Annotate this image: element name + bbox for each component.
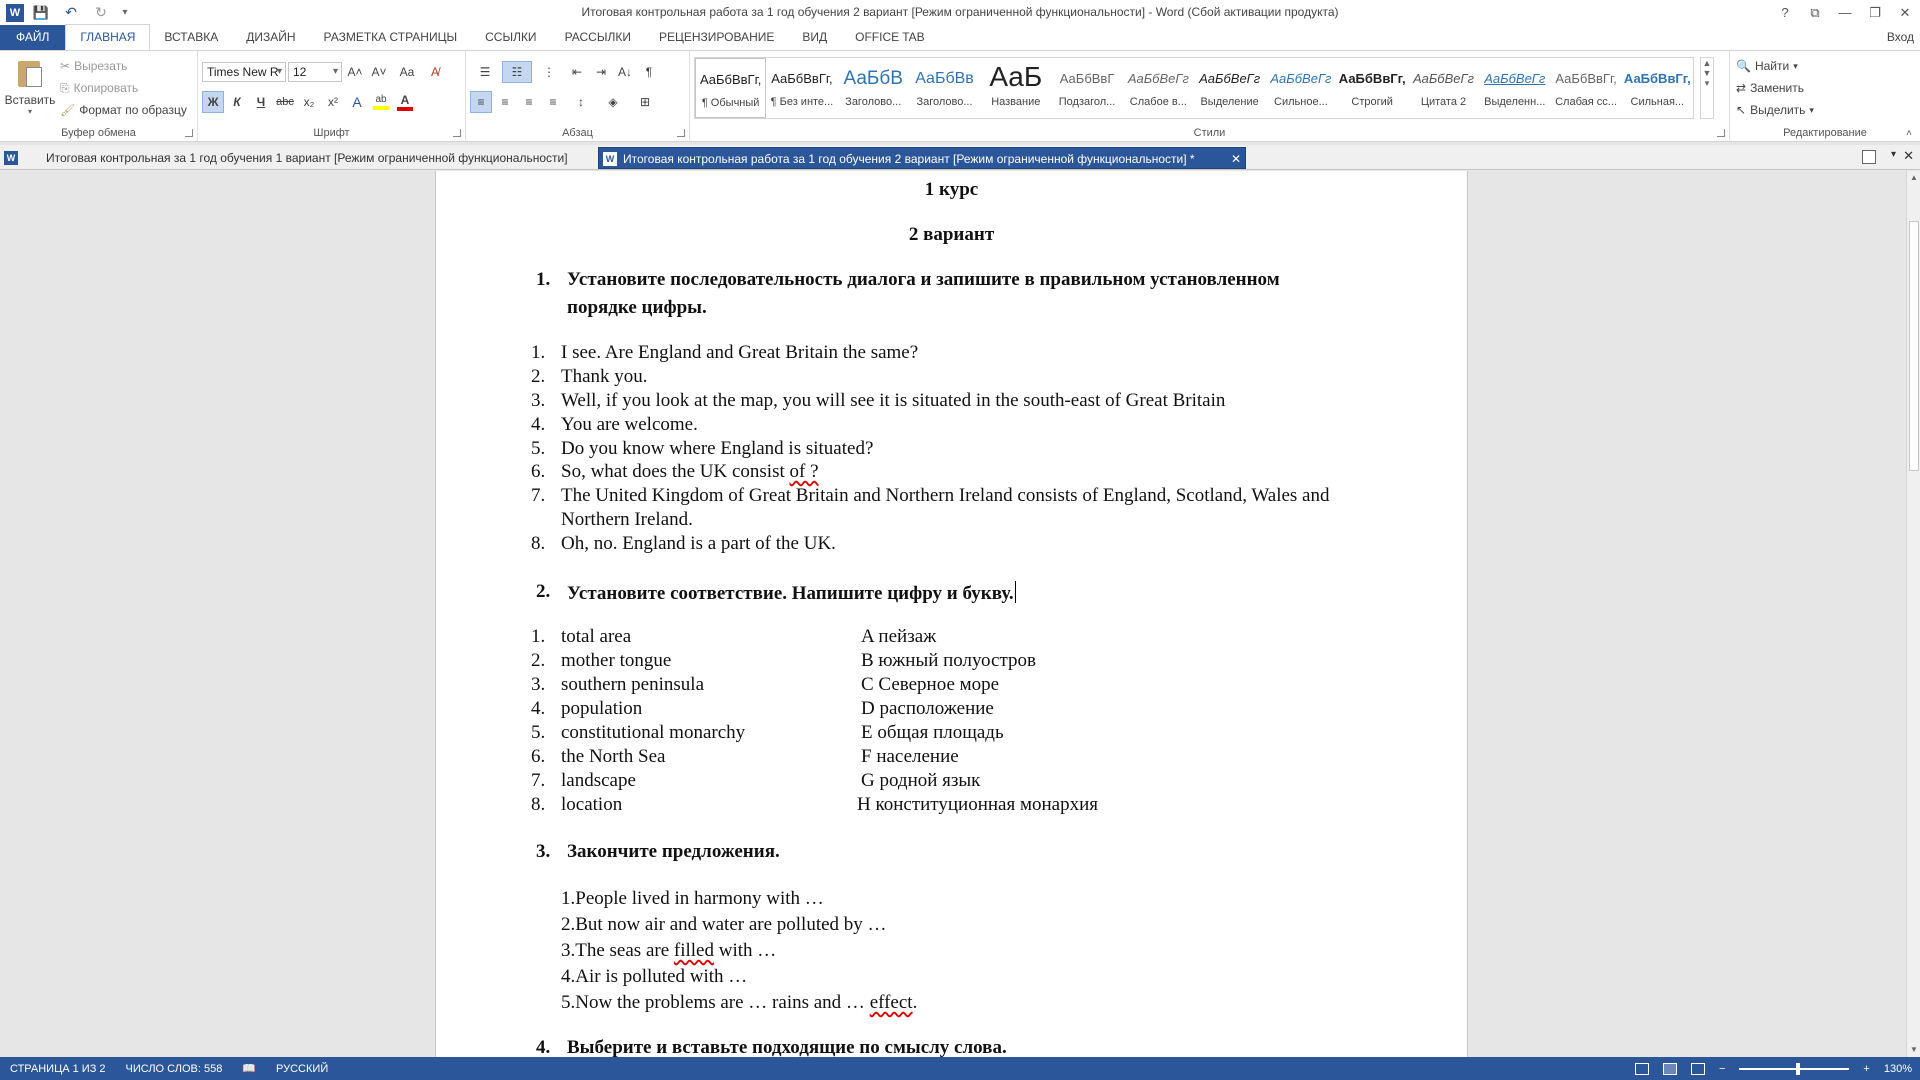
match-term-en: location <box>561 794 623 815</box>
sentence-text: . <box>912 992 918 1013</box>
decrease-indent-button[interactable]: ⇤ <box>571 65 583 79</box>
justify-button[interactable]: ≡ <box>549 95 557 109</box>
task1-title-cont: порядке цифры. <box>567 297 707 318</box>
match-term-en: constitutional monarchy <box>561 722 746 743</box>
sentence-text: 4.Air is polluted with … <box>561 966 748 987</box>
style-subtle-reference[interactable] <box>1550 58 1621 118</box>
paragraph-group <box>466 51 690 141</box>
document-page[interactable] <box>435 171 1468 1057</box>
match-term-en: total area <box>561 626 632 647</box>
style-name: Выделение <box>1200 96 1259 108</box>
style-name: Название <box>991 96 1041 108</box>
match-term-en: mother tongue <box>561 650 672 671</box>
tab-view[interactable]: ВИД <box>802 30 828 44</box>
style-emphasis[interactable] <box>1194 58 1265 118</box>
sentence-item <box>561 914 887 936</box>
underline-button[interactable]: Ч <box>256 95 266 109</box>
style-heading-1[interactable] <box>838 58 909 118</box>
task3-title: Закончите предложения. <box>567 841 780 862</box>
list-number: 4. <box>531 414 546 435</box>
close-button[interactable]: ✕ <box>1899 4 1911 20</box>
quick-access-toolbar <box>0 0 132 25</box>
tab-list-dropdown-icon[interactable]: ▾ <box>1890 149 1896 160</box>
paragraph-launcher-icon[interactable] <box>677 129 685 137</box>
document-tab-bar <box>0 145 1920 170</box>
task4-title: Выберите и вставьте подходящие по смыслу слова. <box>567 1037 1007 1057</box>
format-painter-button[interactable] <box>60 99 187 121</box>
sentence-item <box>561 940 776 962</box>
text-effects-button[interactable]: A <box>352 94 362 110</box>
style-no-spacing[interactable] <box>766 58 837 118</box>
match-term-en: landscape <box>561 770 636 791</box>
list-number: 6. <box>531 461 546 482</box>
list-item: Do you know where England is situated? <box>561 438 874 459</box>
list-number: 1. <box>531 342 546 363</box>
highlight-label: ab <box>375 94 387 105</box>
window-title: Итоговая контрольная работа за 1 год обучения 2 вариант [Режим ограниченной функциональности] - Word (Сбой активации продукта) <box>581 5 1339 19</box>
word-count[interactable]: ЧИСЛО СЛОВ: 558 <box>125 1062 223 1075</box>
language-indicator[interactable]: РУССКИЙ <box>276 1062 329 1075</box>
style-name: Подзагол... <box>1058 96 1116 108</box>
cursor-icon: ↖ <box>1736 103 1747 117</box>
clipboard-launcher-icon[interactable] <box>185 129 193 137</box>
align-center-button[interactable]: ≡ <box>501 95 509 109</box>
style-preview: АаБбВеГг <box>1270 71 1332 86</box>
cut-label: Вырезать <box>74 59 128 73</box>
match-term-ru: F население <box>861 746 959 767</box>
style-preview: АаБбВвГ <box>1059 71 1115 86</box>
font-color-swatch <box>397 107 413 111</box>
match-term-ru: A пейзаж <box>861 626 937 647</box>
italic-button[interactable]: К <box>233 95 241 109</box>
match-term-en: southern peninsula <box>561 674 705 695</box>
doc-tab-label: Итоговая контрольная за 1 год обучения 1 вариант [Режим ограниченной функциональности] <box>46 151 568 165</box>
sentence-item <box>561 888 824 910</box>
list-number: 2. <box>531 650 546 671</box>
copy-icon: ⎘ <box>60 81 70 95</box>
list-item-text: So, what does the UK consist <box>561 461 790 482</box>
scroll-thumb[interactable] <box>1909 221 1919 471</box>
highlight-color-swatch <box>373 106 389 110</box>
style-intense-reference[interactable] <box>1622 58 1693 118</box>
style-name: Слабая сс... <box>1555 96 1617 108</box>
style-title[interactable] <box>980 58 1051 118</box>
spelling-error[interactable]: filled <box>673 940 714 961</box>
highlight-button[interactable] <box>370 91 392 113</box>
sentence-text: with … <box>714 940 777 961</box>
increase-indent-button[interactable]: ⇥ <box>595 65 607 79</box>
doc-tab-variant-1[interactable] <box>0 147 596 169</box>
style-name: Строгий <box>1351 96 1393 108</box>
sentence-item <box>561 966 747 988</box>
list-number: 2. <box>531 366 546 387</box>
collapse-ribbon-icon[interactable]: ˄ <box>1906 128 1912 139</box>
replace-icon: ⇄ <box>1736 81 1747 95</box>
style-preview: АаБбВв <box>915 70 974 87</box>
shrink-font-button[interactable]: A˅ <box>371 65 387 79</box>
close-all-icon[interactable]: ✕ <box>1903 148 1914 163</box>
spelling-error[interactable]: of ? <box>789 461 819 482</box>
task2-title-text: Установите соответствие. Напишите цифру и букву. <box>567 583 1014 604</box>
status-bar <box>0 1057 1920 1080</box>
match-term-ru: D расположение <box>861 698 994 719</box>
font-color-label: A <box>400 93 410 107</box>
scroll-down-icon[interactable]: ▼ <box>1910 1045 1918 1054</box>
find-label: Найти <box>1754 59 1790 73</box>
sentence-text: 2.But now air and water are polluted by … <box>561 914 887 935</box>
styles-gallery-scroll[interactable] <box>1700 57 1714 119</box>
font-group <box>198 51 466 141</box>
style-preview: АаБбВвГг, <box>1623 71 1691 86</box>
list-number: 5. <box>531 438 546 459</box>
zoom-slider-knob[interactable] <box>1796 1063 1800 1075</box>
clear-formatting-button[interactable]: A̸ <box>430 65 439 79</box>
sentence-text: 1.People lived in harmony with … <box>561 888 824 909</box>
style-preview: АаБ <box>989 61 1043 92</box>
clipboard-group-label: Буфер обмена <box>61 127 136 139</box>
zoom-level[interactable]: 130% <box>1883 1062 1912 1075</box>
task-number: 4. <box>536 1037 551 1057</box>
find-button[interactable] <box>1736 55 1814 77</box>
title-bar <box>0 0 1920 25</box>
sign-in-link[interactable]: Вход <box>1886 30 1914 44</box>
style-quote-2[interactable] <box>1408 58 1479 118</box>
bold-button[interactable]: Ж <box>202 91 224 113</box>
word-app-icon[interactable]: W <box>6 4 24 22</box>
tab-insert[interactable]: ВСТАВКА <box>164 30 219 44</box>
style-preview: АаБбВеГг <box>1484 71 1546 86</box>
style-intense-quote[interactable] <box>1479 58 1550 118</box>
restore-button[interactable]: ❐ <box>1869 4 1881 20</box>
style-subtle-emphasis[interactable] <box>1123 58 1194 118</box>
subscript-button[interactable]: x₂ <box>303 95 315 109</box>
list-number: 8. <box>531 794 546 815</box>
scissors-icon: ✂ <box>60 59 71 73</box>
doc-tab-variant-2[interactable] <box>598 147 1246 169</box>
match-term-ru: B южный полуостров <box>861 650 1036 671</box>
help-button[interactable]: ? <box>1781 5 1789 20</box>
close-tab-icon[interactable]: ✕ <box>1230 152 1241 166</box>
list-item: I see. Are England and Great Britain the same? <box>561 342 919 363</box>
show-formatting-button[interactable]: ¶ <box>645 65 653 79</box>
style-preview: АаБбВвГг, <box>1555 71 1617 86</box>
styles-group-label: Стили <box>1193 127 1226 139</box>
styles-gallery <box>694 57 1694 119</box>
zoom-slider[interactable] <box>1739 1068 1849 1070</box>
style-name: Сильное... <box>1274 96 1328 108</box>
style-name: Сильная... <box>1630 96 1685 108</box>
paste-icon <box>16 57 44 87</box>
select-label: Выделить <box>1750 103 1806 117</box>
list-item <box>561 461 819 483</box>
task2-title <box>567 581 1016 605</box>
sentence-item <box>561 992 917 1014</box>
font-launcher-icon[interactable] <box>453 129 461 137</box>
format-painter-label: Формат по образцу <box>79 103 187 117</box>
copy-button[interactable] <box>60 77 187 99</box>
superscript-button[interactable]: x² <box>328 95 338 109</box>
customize-qat-icon[interactable]: ▾ <box>122 7 128 18</box>
list-item: Well, if you look at the map, you will see it is situated in the south-east of Great Britain <box>561 390 1226 411</box>
font-color-button[interactable] <box>394 91 416 113</box>
ribbon <box>0 50 1920 142</box>
binoculars-icon: 🔍 <box>1736 59 1751 73</box>
task-number: 3. <box>536 841 551 862</box>
clipboard-group <box>0 51 198 141</box>
style-preview: АаБбВвГг, <box>771 71 833 86</box>
paste-label: Вставить <box>4 93 56 107</box>
proofing-icon[interactable]: 📖 <box>242 1063 257 1075</box>
list-number: 8. <box>531 533 546 554</box>
task-number: 1. <box>536 269 551 290</box>
text-cursor <box>1015 581 1016 603</box>
match-term-ru: H конституционная монархия <box>857 794 1098 815</box>
tab-office-tab[interactable]: OFFICE TAB <box>855 30 925 44</box>
chevron-down-icon[interactable]: ▼ <box>1702 68 1712 78</box>
tab-review[interactable]: РЕЦЕНЗИРОВАНИЕ <box>658 30 775 44</box>
style-name: Цитата 2 <box>1420 96 1467 108</box>
doc-tab-label: Итоговая контрольная работа за 1 год обучения 2 вариант [Режим ограниченной функциональности] * <box>623 152 1195 166</box>
match-term-en: population <box>561 698 643 719</box>
tab-mailings[interactable]: РАССЫЛКИ <box>564 30 631 44</box>
style-name: Выделенн... <box>1484 96 1546 108</box>
list-number: 7. <box>531 485 546 506</box>
list-number: 3. <box>531 390 546 411</box>
style-name: Заголово... <box>845 96 902 108</box>
styles-launcher-icon[interactable] <box>1717 129 1725 137</box>
style-preview: АаБбВвГг, <box>1338 71 1406 86</box>
word-doc-icon: W <box>603 152 617 166</box>
style-heading-2[interactable] <box>909 58 980 118</box>
style-name: ¶ Без инте... <box>770 96 834 108</box>
numbering-button[interactable]: ☷ <box>502 61 532 83</box>
style-strong[interactable] <box>1337 58 1408 118</box>
web-layout-icon[interactable] <box>1691 1063 1705 1075</box>
list-item-cont: Northern Ireland. <box>561 509 693 530</box>
shading-button[interactable]: ◈ <box>608 95 618 109</box>
new-doc-icon[interactable] <box>1862 150 1876 164</box>
align-left-button[interactable]: ≡ <box>470 91 492 113</box>
font-name-combo[interactable]: Times New R ▾ <box>202 62 286 82</box>
list-item: The United Kingdom of Great Britain and Northern Ireland consists of England, Scotland, Wales and <box>561 485 1330 506</box>
tab-home[interactable]: ГЛАВНАЯ <box>65 24 150 50</box>
style-preview: АаБбВеГг <box>1199 71 1261 86</box>
course-heading: 1 курс <box>924 179 979 200</box>
sentence-text: 3.The seas are <box>561 940 674 961</box>
list-number: 1. <box>531 626 546 647</box>
task1-title: Установите последовательность диалога и запишите в правильном установленном <box>567 269 1280 290</box>
tab-design[interactable]: ДИЗАЙН <box>246 30 296 44</box>
sentence-text: 5.Now the problems are … rains and … <box>561 992 870 1013</box>
task-number: 2. <box>536 581 551 602</box>
chevron-down-icon: ▾ <box>1793 61 1798 71</box>
chevron-up-icon[interactable]: ▲ <box>1702 58 1712 68</box>
zoom-out-icon[interactable]: − <box>1718 1062 1726 1075</box>
match-term-ru: C Северное море <box>861 674 1000 695</box>
style-name: Заголово... <box>916 96 973 108</box>
spelling-error[interactable]: effect <box>869 992 913 1013</box>
list-item: Thank you. <box>561 366 648 387</box>
undo-icon[interactable]: ↶ <box>65 4 77 20</box>
style-preview: АаБбВвГг, <box>699 72 762 87</box>
style-preview: АаБбВеГг <box>1412 71 1474 86</box>
multilevel-list-button[interactable]: ⋮ <box>543 65 555 79</box>
list-number: 6. <box>531 746 546 767</box>
copy-label: Копировать <box>73 81 139 95</box>
save-icon[interactable]: 💾 <box>32 4 50 20</box>
variant-heading: 2 вариант <box>908 224 995 245</box>
borders-button[interactable]: ⊞ <box>639 95 651 109</box>
scroll-up-icon[interactable]: ▲ <box>1910 173 1918 182</box>
strikethrough-button[interactable]: abc <box>276 96 294 108</box>
match-term-ru: G родной язык <box>861 770 981 791</box>
list-number: 4. <box>531 698 546 719</box>
zoom-in-icon[interactable]: + <box>1863 1062 1870 1075</box>
paste-dropdown-icon[interactable]: ▾ <box>27 107 32 116</box>
list-number: 7. <box>531 770 546 791</box>
brush-icon: 🖌 <box>60 103 76 117</box>
cut-button[interactable] <box>60 55 187 77</box>
grow-font-button[interactable]: A˄ <box>347 65 363 79</box>
replace-button[interactable] <box>1736 77 1814 99</box>
print-layout-icon[interactable] <box>1663 1063 1677 1075</box>
tab-file[interactable]: ФАЙЛ <box>0 25 65 50</box>
page-count[interactable]: СТРАНИЦА 1 ИЗ 2 <box>10 1062 106 1075</box>
sort-button[interactable]: A↓ <box>617 65 632 79</box>
redo-icon[interactable]: ↻ <box>95 4 107 20</box>
match-term-ru: E общая площадь <box>861 722 1004 743</box>
minimize-button[interactable]: — <box>1838 5 1852 20</box>
style-name: ¶ Обычный <box>701 97 760 109</box>
window-controls <box>1770 0 1920 25</box>
vertical-scrollbar[interactable] <box>1906 171 1920 1057</box>
bullets-button[interactable]: ☰ <box>479 65 491 79</box>
line-spacing-button[interactable]: ↕ <box>578 95 584 109</box>
match-term-en: the North Sea <box>561 746 666 767</box>
style-name: Слабое в... <box>1129 96 1187 108</box>
tab-references[interactable]: ССЫЛКИ <box>485 30 537 44</box>
document-canvas <box>0 171 1906 1057</box>
ribbon-display-options-button[interactable]: ⧉ <box>1810 4 1820 20</box>
style-preview: АаБбВеГг <box>1127 71 1189 86</box>
align-right-button[interactable]: ≡ <box>525 95 533 109</box>
style-normal[interactable] <box>695 58 766 118</box>
paragraph-group-label: Абзац <box>562 127 593 139</box>
chevron-down-icon: ▾ <box>1809 105 1814 115</box>
font-group-label: Шрифт <box>313 127 350 139</box>
style-intense-emphasis[interactable] <box>1265 58 1336 118</box>
change-case-button[interactable]: Aa <box>399 65 415 79</box>
style-preview: АаБбВ <box>843 68 903 89</box>
select-button[interactable] <box>1736 99 1814 121</box>
word-doc-icon: W <box>4 151 18 165</box>
read-mode-icon[interactable] <box>1635 1063 1649 1075</box>
list-number: 5. <box>531 722 546 743</box>
ribbon-tab-bar <box>0 25 1920 50</box>
list-number: 3. <box>531 674 546 695</box>
more-styles-icon[interactable]: ▾ <box>1704 78 1710 88</box>
replace-label: Заменить <box>1750 81 1804 95</box>
paste-button[interactable] <box>4 57 56 123</box>
tab-page-layout[interactable]: РАЗМЕТКА СТРАНИЦЫ <box>323 30 458 44</box>
style-subtitle[interactable] <box>1051 58 1122 118</box>
editing-group-label: Редактирование <box>1783 127 1867 139</box>
font-size-combo[interactable]: 12 ▾ <box>288 62 342 82</box>
list-item: Oh, no. England is a part of the UK. <box>561 533 836 554</box>
list-item: You are welcome. <box>561 414 698 435</box>
